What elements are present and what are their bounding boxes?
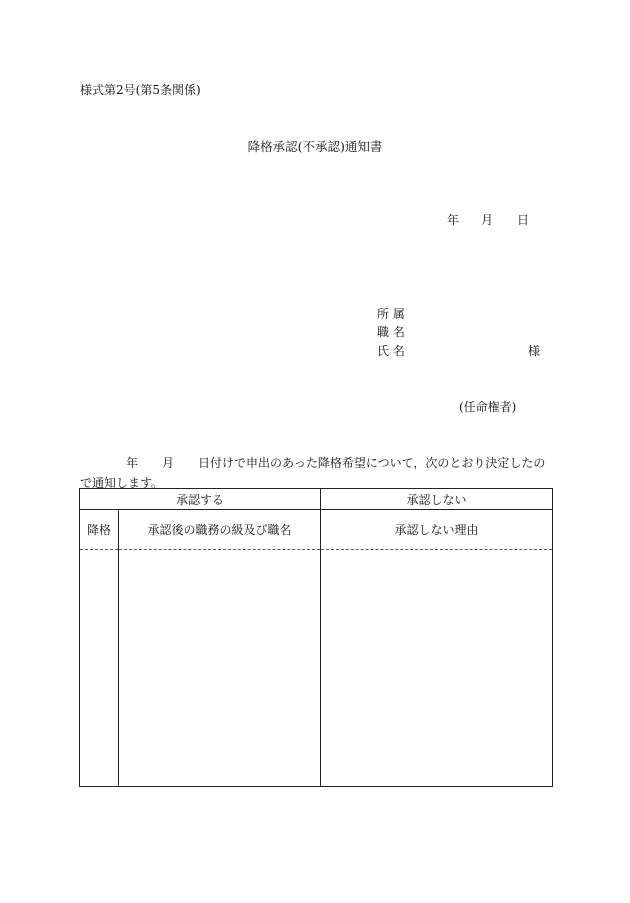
body-text: 日付けで申出のあった降格希望について，次のとおり決定したので通知します。 (80, 456, 546, 490)
affiliation-label: 所 属 (377, 307, 405, 321)
body-year: 年 (126, 456, 139, 470)
date-year: 年 (447, 213, 460, 227)
reason-cell[interactable] (321, 550, 553, 787)
document-title: 降格承認(不承認)通知書 (247, 139, 383, 154)
grade-cell[interactable] (119, 550, 321, 787)
demotion-column-header: 降格 (80, 510, 119, 550)
decision-table (79, 488, 553, 787)
appointing-authority: (任命権者) (459, 400, 517, 414)
position-label: 職 名 (377, 325, 405, 339)
form-number: 様式第2号(第5条関係) (80, 83, 201, 97)
demotion-cell[interactable] (80, 550, 119, 787)
date-line (447, 211, 529, 228)
grade-column-header: 承認後の職務の級及び職名 (119, 510, 321, 550)
approve-header: 承認する (80, 489, 321, 510)
reason-column-header: 承認しない理由 (321, 510, 553, 550)
notice-body (80, 453, 555, 493)
honorific: 様 (528, 344, 541, 358)
date-month: 月 (481, 213, 494, 227)
date-day: 日 (517, 213, 530, 227)
reject-header: 承認しない (321, 489, 553, 510)
body-month: 月 (162, 456, 175, 470)
name-label: 氏 名 (377, 344, 405, 358)
